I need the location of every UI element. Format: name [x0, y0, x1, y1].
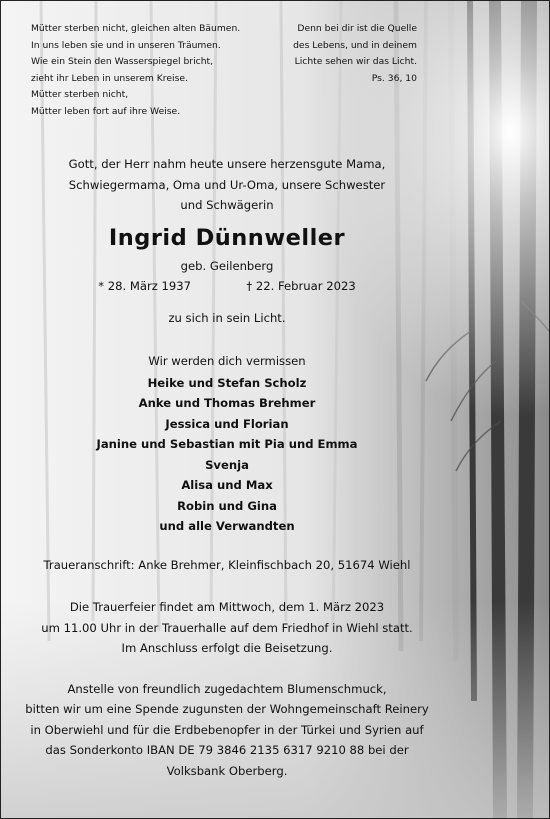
- poem-line: zieht ihr Leben in unserem Kreise.: [31, 72, 188, 84]
- ceremony-info: [1, 597, 453, 659]
- poem-line: Mütter sterben nicht, gleichen alten Bäumen.: [31, 23, 241, 34]
- family-member: Svenja: [205, 457, 249, 472]
- family-member: Janine und Sebastian mit Pia und Emma: [96, 437, 358, 451]
- maiden-name: geb. Geilenberg: [180, 258, 274, 273]
- mourning-address: Traueranschrift: Anke Brehmer, Kleinfischbach 20, 51674 Wiehl: [43, 557, 411, 572]
- deceased-name: Ingrid Dünnweller: [108, 224, 346, 251]
- miss-text: Wir werden dich vermissen: [148, 354, 306, 368]
- psalm-line: Denn bei dir ist die Quelle: [297, 23, 417, 34]
- intro-text: [1, 154, 453, 216]
- poem-line: Mütter sterben nicht,: [31, 89, 129, 101]
- family-member: Heike und Stefan Scholz: [147, 375, 307, 390]
- life-dates: [1, 276, 453, 297]
- ceremony-line: Im Anschluss erfolgt die Beisetzung.: [121, 641, 333, 655]
- intro-line: Schwiegermama, Oma und Ur-Oma, unsere Schwester: [68, 177, 386, 192]
- birth-date: * 28. März 1937: [98, 279, 192, 293]
- death-date: † 22. Februar 2023: [246, 279, 356, 293]
- family-list: [1, 373, 453, 537]
- psalm-reference: Ps. 36, 10: [371, 72, 417, 84]
- donation-info: [1, 679, 453, 782]
- poem-line: In uns leben sie und in unseren Träumen.: [31, 39, 221, 51]
- ceremony-line: Die Trauerfeier findet am Mittwoch, dem 1. März 2023: [69, 600, 385, 614]
- family-member: Jessica und Florian: [165, 416, 289, 431]
- donation-line: in Oberwiehl und für die Erdbebenopfer in der Türkei und Syrien auf: [30, 722, 424, 737]
- ceremony-line: um 11.00 Uhr in der Trauerhalle auf dem Friedhof in Wiehl statt.: [41, 620, 413, 635]
- donation-line: das Sonderkonto IBAN DE 79 3846 2135 6317 9210 88 bei der: [45, 743, 409, 757]
- family-member: und alle Verwandten: [159, 519, 295, 533]
- donation-line: bitten wir um eine Spende zugunsten der Wohngemeinschaft Reinery: [25, 702, 429, 716]
- psalm-quote: [247, 21, 417, 87]
- main-column: [1, 154, 453, 781]
- family-member: Alisa und Max: [181, 478, 273, 492]
- to-light-text: zu sich in sein Licht.: [168, 310, 286, 325]
- intro-line: Gott, der Herr nahm heute unsere herzensgute Mama,: [68, 157, 386, 171]
- poem-line: Wie ein Stein den Wasserspiegel bricht,: [31, 56, 214, 68]
- donation-line: Anstelle von freundlich zugedachtem Blumenschmuck,: [67, 681, 387, 696]
- poem-line: Mütter leben fort auf ihre Weise.: [31, 105, 181, 117]
- psalm-line: des Lebens, und in deinem: [293, 39, 417, 51]
- donation-line: Volksbank Oberberg.: [166, 763, 288, 778]
- intro-line: und Schwägerin: [180, 198, 274, 212]
- family-member: Robin und Gina: [177, 498, 277, 513]
- psalm-line: Lichte sehen wir das Licht.: [294, 56, 417, 68]
- family-member: Anke und Thomas Brehmer: [138, 396, 316, 410]
